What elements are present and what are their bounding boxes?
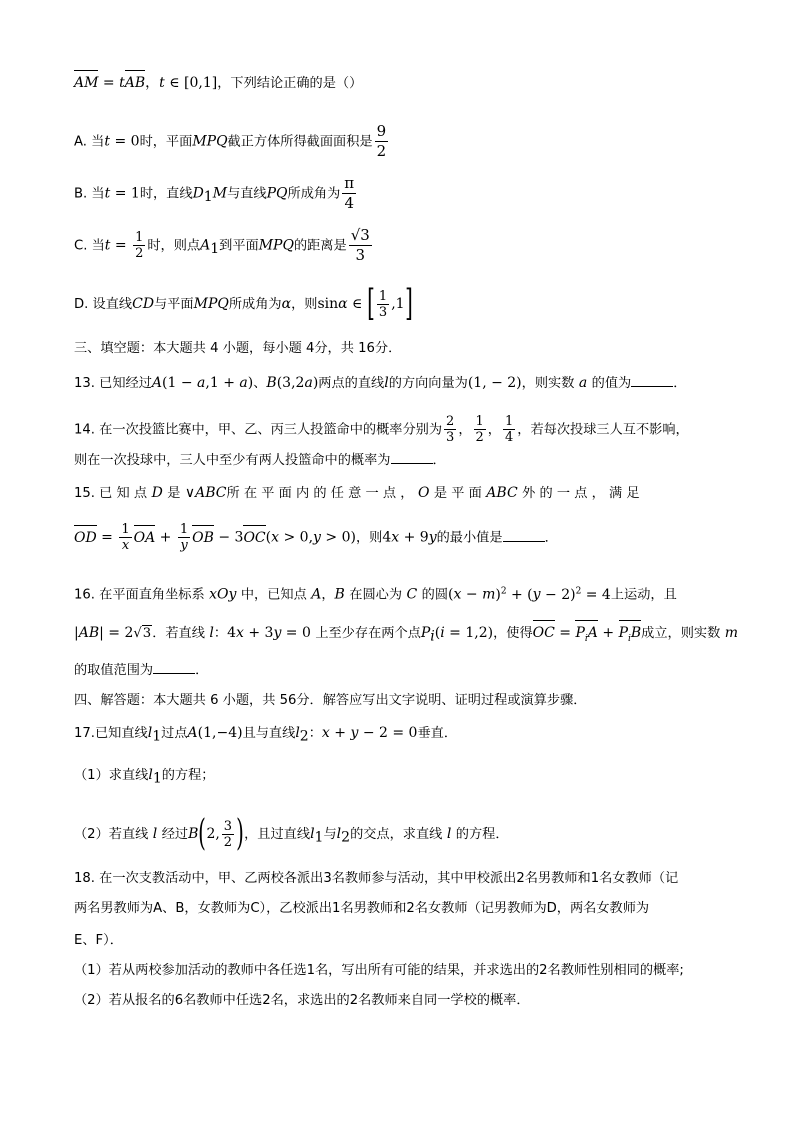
question-18-part-2: （2）若从报名的6名教师中任选2名，求选出的2名教师来自同一学校的概率． — [74, 993, 530, 1008]
fraction-pi-quarter: $\frac{\pi}{4}$ — [344, 174, 355, 212]
question-17-stem: 17.已知直线$l_1$过点A(1,−4)且与直线$l_2$：x + y − 2 = 0垂直． — [74, 725, 458, 745]
question-18-line-1: 18. 在一次支教活动中，甲、乙两校各派出3名教师参与活动，其中甲校派出2名男教师和1名女教师（记 — [74, 871, 679, 886]
question-15-line-1: 15. 已 知 点 D 是 ∨ABC所 在 平 面 内 的 任 意 一 点 ， O 是 平 面 ABC 外 的 一 点 ， 满 足 — [74, 485, 640, 501]
fraction-nine-halves: $\frac{9}{2}$ — [376, 122, 387, 160]
q12-option-a: A. 当t = 0时，平面MPQ截正方体所得截面面积是 $\frac{9}{2}$ — [74, 122, 387, 160]
question-17-part-1: （1）求直线$l_1$的方程； — [74, 767, 215, 787]
q12-option-b: B. 当t = 1时，直线$D_1M$与直线PQ所成角为 $\frac{\pi}{4}$ — [74, 174, 355, 212]
q12-option-c: C. 当t = $\frac{1}{2}$ 时，则点$A_1$到平面MPQ的距离是 $\frac{√3}{3}$ — [74, 226, 370, 264]
answer-blank[interactable] — [391, 463, 433, 464]
answer-blank[interactable] — [153, 673, 195, 674]
q12-stem-tail: AM = tAB，t ∈ [0,1]，下列结论正确的是（） — [74, 72, 734, 95]
question-16-line-1: 16. 在平面直角坐标系 xOy 中，已知点 A，B 在圆心为 C 的圆$(x - m)^2 + (y - 2)^2 = 4$上运动，且 — [74, 586, 677, 603]
question-18-part-1: （1）若从两校参加活动的教师中各任选1名，写出所有可能的结果，并求选出的2名教师性别相同的概率; — [74, 963, 684, 978]
section-4-heading: 四、解答题：本大题共 6 小题，共 56分．解答应写出文字说明、证明过程或演算步骤． — [74, 693, 587, 708]
answer-blank[interactable] — [503, 541, 545, 542]
fraction-sqrt3-third: $\frac{√3}{3}$ — [350, 226, 370, 264]
question-14-line-2: 则在一次投球中，三人中至少有两人投篮命中的概率为 ． — [74, 453, 446, 468]
question-15-line-2: OD = $\frac{1}{x}$ OA + $\frac{1}{y}$ OB − 3OC(x > 0,y > 0)，则4x + 9y的最小值是 ． — [74, 522, 558, 553]
section-3-heading: 三、填空题：本大题共 4 小题，每小题 4分，共 16分． — [74, 341, 402, 356]
question-18-line-2: 两名男教师为A、B，女教师为C），乙校派出1名男教师和2名女教师（记男教师为D，两名女教师为 — [74, 901, 650, 916]
question-16-line-2: |AB| = 2√3．若直线 l：4x + 3y = 0 上至少存在两个点$P_i(i = 1,2)$，使得OC = $P_iA + P_iB$成立，则实数 m — [74, 622, 734, 650]
question-17-part-2: （2）若直线 l 经过B(2, $\frac{3}{2}$ )，且过直线$l_1$与$l_2$的交点，求直线 l 的方程． — [74, 813, 509, 854]
question-14-line-1: 14. 在一次投篮比赛中，甲、乙、丙三人投篮命中的概率分别为 $\frac{2}{3}$ ， $\frac{1}{2}$ ， $\frac{1}{4}$ ，若每次投球三人互不影响， — [74, 414, 689, 445]
question-18-line-3: E、F）． — [74, 933, 123, 948]
question-16-line-3: 的取值范围为 ． — [74, 663, 209, 678]
q12-option-d: D. 设直线CD与平面MPQ所成角为α，则sinα ∈ [ $\frac{1}{3}$ ,1] — [74, 283, 413, 324]
question-13: 13. 已知经过A(1 − a,1 + a)、B(3,2a)两点的直线l的方向向量为(1, − 2)，则实数 a 的值为 ． — [74, 375, 687, 391]
answer-blank[interactable] — [631, 386, 673, 387]
